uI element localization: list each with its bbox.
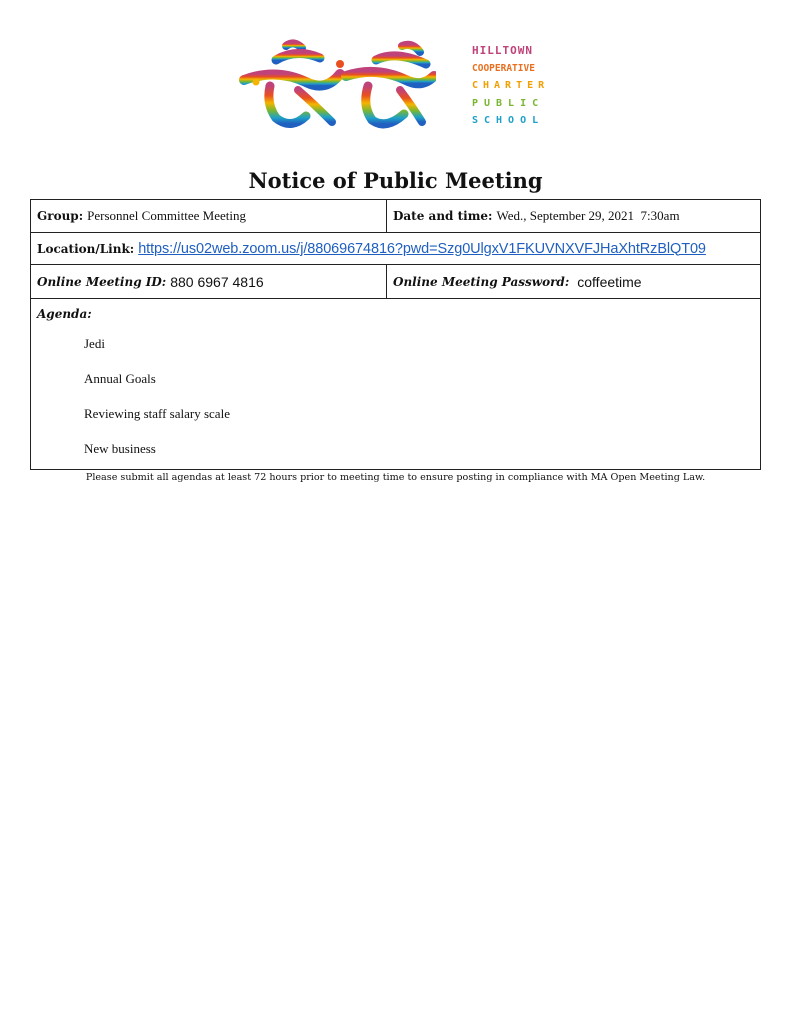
table-row-agenda bbox=[31, 299, 760, 469]
logo-line-4: PUBLIC bbox=[472, 97, 545, 109]
dancing-figures-logo-icon bbox=[236, 38, 436, 130]
logo-line-5: SCHOOL bbox=[472, 115, 545, 126]
list-item: Annual Goals bbox=[84, 371, 156, 386]
meeting-id-value: 880 6967 4816 bbox=[170, 273, 264, 290]
location-cell bbox=[31, 233, 760, 264]
group-value: Personnel Committee Meeting bbox=[87, 208, 246, 223]
compliance-footer-note: Please submit all agendas at least 72 hours prior to meeting time to ensure posting in compliance with MA Open Meeting Law. bbox=[85, 472, 706, 483]
location-label: Location/Link: bbox=[37, 241, 135, 256]
zoom-meeting-link[interactable]: https://us02web.zoom.us/j/88069674816?pwd=Szg0UlgxV1FKUVNXVFJHaXhtRzBlQT09 bbox=[138, 240, 706, 257]
datetime-cell bbox=[387, 200, 760, 232]
password-cell bbox=[387, 265, 760, 298]
logo-line-1: HILLTOWN bbox=[472, 44, 533, 57]
list-item: Jedi bbox=[84, 336, 105, 351]
meeting-details-table bbox=[30, 199, 761, 470]
list-item: New business bbox=[84, 441, 156, 456]
table-row-group-date bbox=[31, 200, 760, 233]
table-row-location bbox=[31, 233, 760, 265]
table-row-id-password bbox=[31, 265, 760, 299]
logo-line-3: CHARTER bbox=[472, 80, 550, 91]
datetime-label: Date and time: bbox=[393, 209, 493, 223]
meeting-id-label: Online Meeting ID: bbox=[37, 274, 167, 289]
list-item: Reviewing staff salary scale bbox=[84, 406, 230, 421]
page-title: Notice of Public Meeting bbox=[248, 168, 543, 193]
meeting-id-cell bbox=[31, 265, 387, 298]
password-value: coffeetime bbox=[577, 273, 642, 290]
logo-line-2: COOPERATIVE bbox=[472, 62, 535, 74]
group-cell bbox=[31, 200, 387, 232]
agenda-label: Agenda: bbox=[37, 307, 92, 321]
school-logo bbox=[236, 38, 576, 130]
password-label: Online Meeting Password: bbox=[393, 274, 570, 289]
school-name-logotype bbox=[472, 42, 582, 130]
group-label: Group: bbox=[37, 209, 84, 223]
datetime-value: Wed., September 29, 2021 7:30am bbox=[496, 208, 680, 223]
agenda-list bbox=[37, 335, 754, 458]
